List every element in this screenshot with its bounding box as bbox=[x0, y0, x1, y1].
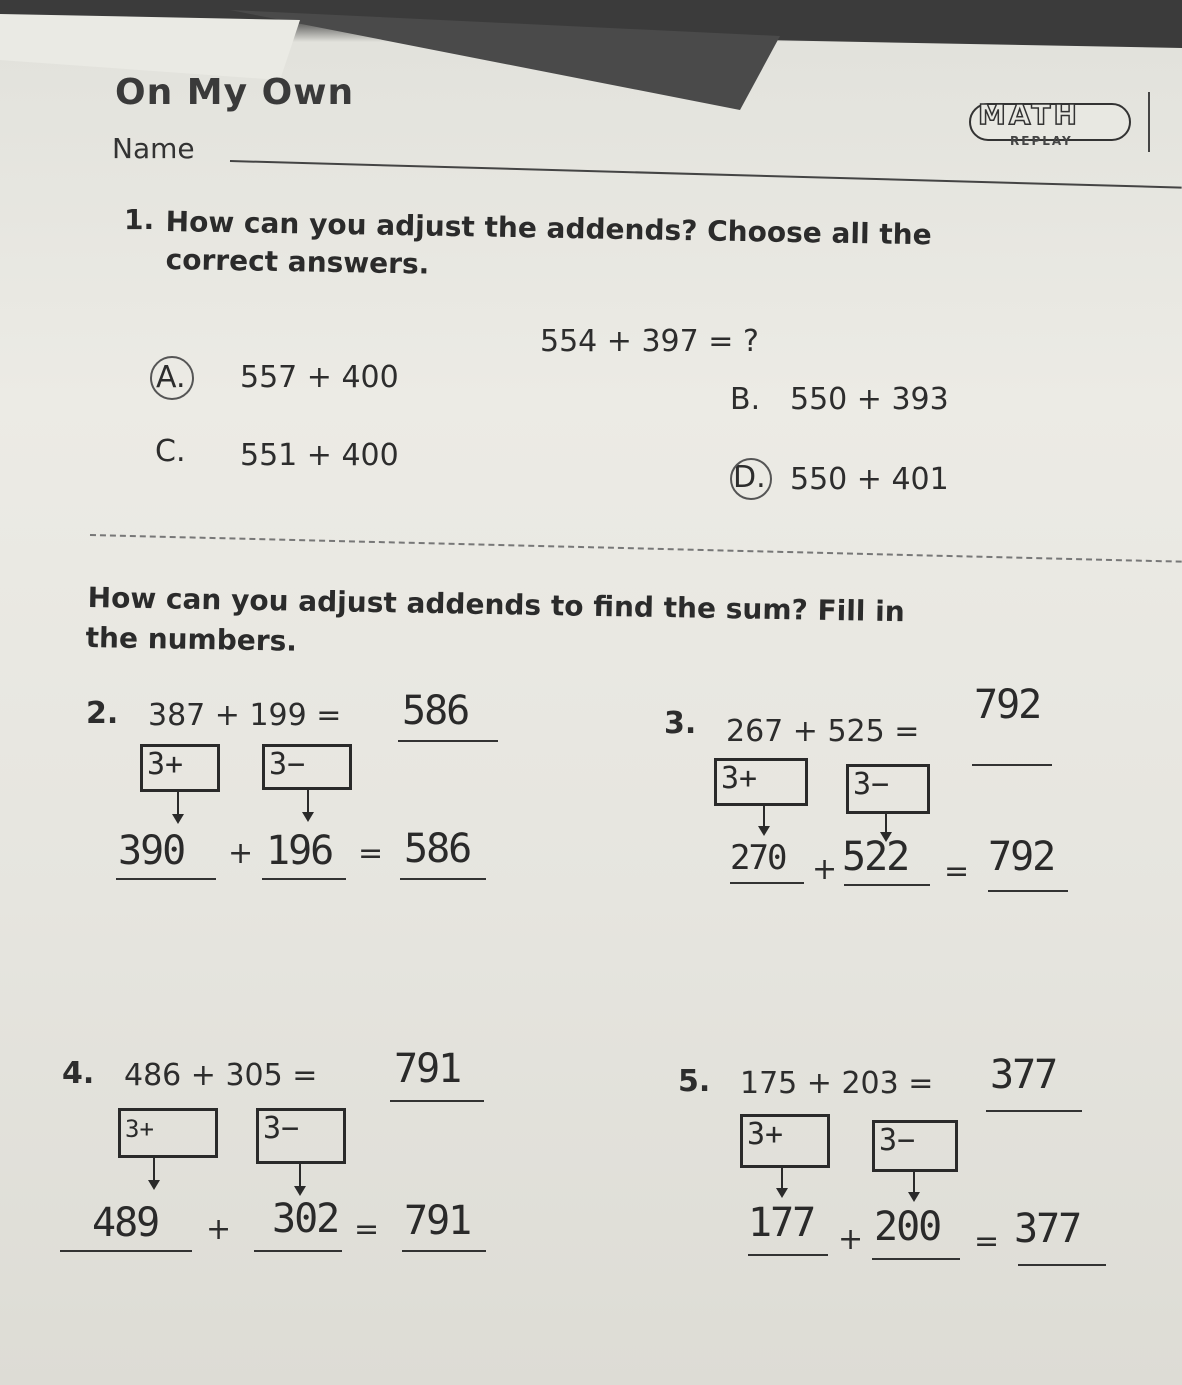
option-c-expr: 551 + 400 bbox=[240, 438, 399, 473]
problem-2-arrow-1-icon bbox=[170, 790, 186, 826]
problem-5-addend-1[interactable]: 177 bbox=[748, 1200, 815, 1246]
problem-3-addend-2-blank bbox=[844, 884, 930, 886]
option-c-letter[interactable]: C. bbox=[155, 434, 186, 469]
problem-3-number: 3. bbox=[664, 706, 697, 741]
problem-4-addend-2-blank bbox=[254, 1250, 342, 1252]
problem-2-number: 2. bbox=[86, 696, 119, 731]
problem-2-addend-2-blank bbox=[262, 878, 346, 880]
problem-5-answer[interactable]: 377 bbox=[990, 1052, 1057, 1098]
problem-3-adjust-box-1[interactable]: 3+ bbox=[714, 758, 808, 806]
problem-2-sum[interactable]: 586 bbox=[404, 826, 471, 872]
problem-5-addend-2[interactable]: 200 bbox=[874, 1204, 941, 1250]
problem-5-sum-blank bbox=[1018, 1264, 1106, 1266]
problem-4-answer-blank bbox=[390, 1100, 484, 1102]
problem-4-answer[interactable]: 791 bbox=[394, 1046, 461, 1092]
option-a-letter[interactable]: A. bbox=[156, 360, 186, 395]
problem-4-addend-1[interactable]: 489 bbox=[92, 1200, 159, 1246]
problem-2-equals: = bbox=[358, 836, 384, 871]
section2-prompt-line1: How can you adjust addends to find the sum? Fill in bbox=[87, 580, 905, 629]
option-a-selected-mark bbox=[150, 356, 194, 400]
logo-divider bbox=[1148, 92, 1180, 152]
problem-5-sum[interactable]: 377 bbox=[1014, 1206, 1081, 1252]
section2-prompt-line2: the numbers. bbox=[85, 620, 298, 658]
problem-4-arrow-1-icon bbox=[146, 1158, 162, 1192]
logo-replay-text: REPLAY bbox=[1010, 134, 1073, 148]
option-d-selected-mark bbox=[730, 458, 772, 500]
problem-2-answer[interactable]: 586 bbox=[402, 688, 469, 734]
problem-5-arrow-1-icon bbox=[774, 1166, 790, 1200]
problem-3-addend-2[interactable]: 522 bbox=[842, 834, 909, 880]
problem-4-arrow-2-icon bbox=[292, 1162, 308, 1198]
name-label: Name bbox=[112, 132, 195, 165]
problem-5-plus: + bbox=[838, 1222, 864, 1257]
problem-2-equation: 387 + 199 = bbox=[148, 698, 342, 733]
problem-2-sum-blank bbox=[400, 878, 486, 880]
problem-2-addend-2[interactable]: 196 bbox=[266, 828, 333, 874]
problem-5-addend-1-blank bbox=[748, 1254, 828, 1256]
name-blank[interactable] bbox=[230, 160, 1182, 189]
section-divider bbox=[90, 534, 1182, 563]
page-title: On My Own bbox=[115, 72, 355, 113]
option-d-letter[interactable]: D. bbox=[733, 460, 766, 495]
option-a-expr: 557 + 400 bbox=[240, 360, 399, 395]
problem-4-adjust-box-2[interactable]: 3− bbox=[256, 1108, 346, 1164]
problem-5-adjust-box-2[interactable]: 3− bbox=[872, 1120, 958, 1172]
q1-prompt-line2: correct answers. bbox=[165, 242, 430, 281]
problem-5-number: 5. bbox=[678, 1064, 711, 1099]
problem-3-addend-1[interactable]: 270 bbox=[730, 838, 786, 878]
q1-prompt-line1: How can you adjust the addends? Choose all the bbox=[165, 204, 932, 252]
problem-3-equals: = bbox=[944, 854, 970, 889]
problem-5-addend-2-blank bbox=[872, 1258, 960, 1260]
problem-3-sum-blank bbox=[988, 890, 1068, 892]
option-b-expr: 550 + 393 bbox=[790, 382, 949, 417]
problem-4-equation: 486 + 305 = bbox=[124, 1058, 318, 1093]
problem-2-answer-blank bbox=[398, 740, 498, 742]
option-b-letter[interactable]: B. bbox=[730, 382, 761, 417]
q1-number: 1. bbox=[124, 203, 155, 236]
problem-5-equals: = bbox=[974, 1224, 1000, 1259]
problem-3-addend-1-blank bbox=[730, 882, 804, 884]
problem-2-addend-1[interactable]: 390 bbox=[118, 828, 185, 874]
option-d-expr: 550 + 401 bbox=[790, 462, 949, 497]
problem-2-plus: + bbox=[228, 836, 254, 871]
problem-2-arrow-2-icon bbox=[300, 788, 316, 824]
problem-4-sum-blank bbox=[402, 1250, 486, 1252]
problem-2-adjust-box-1[interactable]: 3+ bbox=[140, 744, 220, 792]
problem-4-equals: = bbox=[354, 1212, 380, 1247]
problem-5-adjust-box-1[interactable]: 3+ bbox=[740, 1114, 830, 1168]
problem-4-number: 4. bbox=[62, 1056, 95, 1091]
problem-5-equation: 175 + 203 = bbox=[740, 1066, 934, 1101]
problem-3-answer-blank bbox=[972, 764, 1052, 766]
problem-3-plus: + bbox=[812, 852, 838, 887]
problem-5-answer-blank bbox=[986, 1110, 1082, 1112]
problem-2-addend-1-blank bbox=[116, 878, 216, 880]
problem-3-adjust-box-2[interactable]: 3− bbox=[846, 764, 930, 814]
problem-5-arrow-2-icon bbox=[906, 1170, 922, 1204]
logo-math-text: MATH bbox=[978, 98, 1080, 131]
problem-3-answer[interactable]: 792 bbox=[974, 682, 1041, 728]
problem-3-sum[interactable]: 792 bbox=[988, 834, 1055, 880]
problem-2-adjust-box-2[interactable]: 3− bbox=[262, 744, 352, 790]
problem-4-sum[interactable]: 791 bbox=[404, 1198, 471, 1244]
problem-4-addend-2[interactable]: 302 bbox=[272, 1196, 339, 1242]
problem-4-plus: + bbox=[206, 1212, 232, 1247]
problem-4-addend-1-blank bbox=[60, 1250, 192, 1252]
q1-equation: 554 + 397 = ? bbox=[540, 324, 759, 359]
problem-3-arrow-1-icon bbox=[756, 804, 772, 838]
problem-4-adjust-box-1[interactable]: 3+ bbox=[118, 1108, 218, 1158]
problem-3-equation: 267 + 525 = bbox=[726, 714, 920, 749]
